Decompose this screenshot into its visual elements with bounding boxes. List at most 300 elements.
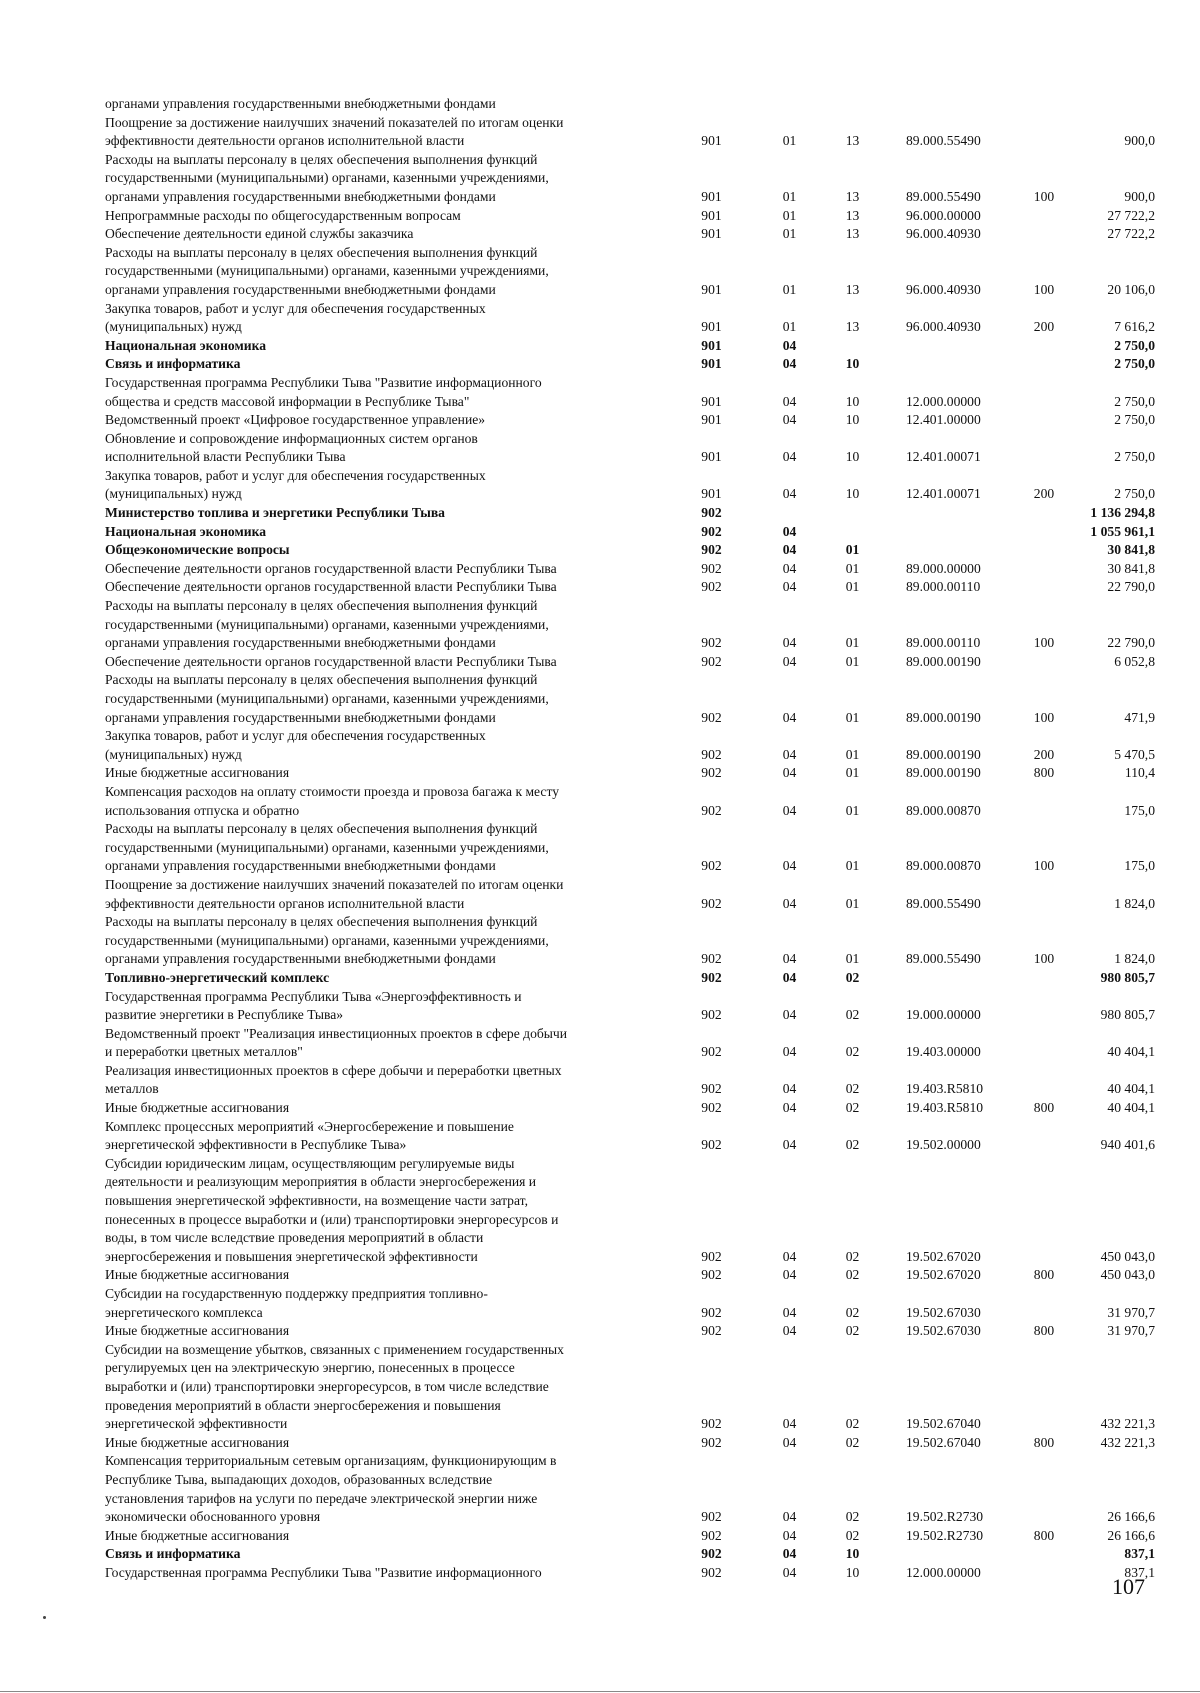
cell-amount: 471,9	[1124, 709, 1155, 725]
cell-ministry-code: 902	[701, 1527, 722, 1543]
cell-subsection: 13	[845, 226, 860, 242]
table-row	[105, 913, 1155, 969]
row-name-line: Иные бюджетные ассигнования	[105, 1527, 290, 1543]
row-name	[105, 1062, 665, 1099]
row-name-line: использования отпуска и обратно	[105, 802, 300, 818]
table-row	[105, 988, 1155, 1025]
cell-expense-type: 800	[1033, 765, 1055, 781]
cell-amount: 432 221,3	[1100, 1416, 1155, 1432]
table-row	[105, 764, 1155, 783]
cell-section: 04	[782, 393, 797, 409]
row-name-line: Расходы на выплаты персоналу в целях обеспечения выполнения функций	[105, 244, 538, 260]
row-name-line: Республике Тыва, выпадающих доходов, образованных вследствие	[105, 1471, 493, 1487]
row-name	[105, 467, 665, 504]
cell-ministry-code: 902	[701, 1100, 722, 1116]
cell-expense-type: 200	[1033, 486, 1055, 502]
table-row	[105, 1564, 1155, 1583]
cell-amount: 1 055 961,1	[1090, 523, 1155, 539]
row-name-line: Расходы на выплаты персоналу в целях обеспечения выполнения функций	[105, 151, 538, 167]
row-name-line: Компенсация расходов на оплату стоимости проезда и провоза багажа к месту	[105, 783, 560, 799]
table-row	[105, 1099, 1155, 1118]
cell-subsection: 13	[845, 133, 860, 149]
cell-ministry-code: 902	[701, 765, 722, 781]
cell-ministry-code: 901	[701, 486, 722, 502]
cell-subsection: 10	[845, 356, 860, 372]
row-name-line: развитие энергетики в Республике Тыва»	[105, 1007, 344, 1023]
cell-amount: 900,0	[1124, 188, 1155, 204]
cell-ministry-code: 902	[701, 1416, 722, 1432]
cell-subsection: 02	[845, 1323, 860, 1339]
cell-subsection: 02	[845, 969, 860, 985]
cell-subsection: 02	[845, 1267, 860, 1283]
cell-ministry-code: 902	[701, 1007, 722, 1023]
table-row	[105, 374, 1155, 411]
row-name-line: Обеспечение деятельности органов государственной власти Республики Тыва	[105, 579, 557, 595]
row-name-line: Иные бюджетные ассигнования	[105, 1323, 290, 1339]
cell-target-article: 12.000.00000	[906, 393, 981, 409]
cell-expense-type: 100	[1033, 281, 1055, 297]
cell-section: 04	[782, 412, 797, 428]
row-name-line: Расходы на выплаты персоналу в целях обеспечения выполнения функций	[105, 914, 538, 930]
cell-amount: 26 166,6	[1107, 1527, 1155, 1543]
cell-section: 04	[782, 746, 797, 762]
cell-amount: 1 824,0	[1114, 951, 1155, 967]
cell-target-article: 96.000.40930	[906, 226, 981, 242]
cell-target-article: 19.403.R5810	[906, 1100, 984, 1116]
cell-section: 04	[782, 1044, 797, 1060]
cell-amount: 6 052,8	[1114, 653, 1155, 669]
cell-subsection: 02	[845, 1304, 860, 1320]
cell-ministry-code: 902	[701, 579, 722, 595]
table-row	[105, 467, 1155, 504]
row-name	[105, 430, 665, 467]
cell-subsection: 02	[845, 1248, 860, 1264]
cell-amount: 175,0	[1124, 858, 1155, 874]
row-name	[105, 207, 665, 226]
cell-amount: 432 221,3	[1100, 1434, 1155, 1450]
cell-section: 04	[782, 858, 797, 874]
row-name-line: энергетической эффективности в Республике Тыва»	[105, 1137, 407, 1153]
row-name-line: понесенных в процессе выработки и (или) транспортировки энергоресурсов и	[105, 1211, 559, 1227]
table-row	[105, 1341, 1155, 1434]
cell-subsection: 02	[845, 1100, 860, 1116]
row-name-line: Обеспечение деятельности единой службы заказчика	[105, 226, 414, 242]
cell-amount: 2 750,0	[1114, 449, 1155, 465]
row-name-line: Иные бюджетные ассигнования	[105, 1267, 290, 1283]
table-row	[105, 207, 1155, 226]
cell-target-article: 96.000.40930	[906, 281, 981, 297]
row-name-line: Связь и информатика	[105, 1546, 241, 1562]
row-name-line: Закупка товаров, работ и услуг для обеспечения государственных	[105, 728, 486, 744]
cell-target-article: 12.401.00071	[906, 486, 981, 502]
cell-subsection: 13	[845, 188, 860, 204]
cell-section: 04	[782, 523, 797, 539]
cell-amount: 2 750,0	[1114, 356, 1155, 372]
cell-section: 04	[782, 1081, 797, 1097]
cell-amount: 27 722,2	[1107, 226, 1155, 242]
cell-target-article: 19.502.R2730	[906, 1509, 984, 1525]
cell-target-article: 89.000.55490	[906, 188, 981, 204]
cell-expense-type: 200	[1033, 746, 1055, 762]
row-name	[105, 1527, 665, 1546]
row-name	[105, 913, 665, 969]
cell-expense-type: 800	[1033, 1527, 1055, 1543]
cell-target-article: 89.000.55490	[906, 133, 981, 149]
row-name-line: Министерство топлива и энергетики Республики Тыва	[105, 505, 445, 521]
cell-target-article: 89.000.00190	[906, 653, 981, 669]
cell-expense-type: 800	[1033, 1323, 1055, 1339]
cell-section: 04	[782, 560, 797, 576]
cell-amount: 837,1	[1124, 1546, 1155, 1562]
row-name-line: (муниципальных) нужд	[105, 486, 242, 502]
row-name-line: эффективности деятельности органов исполнительной власти	[105, 895, 465, 911]
row-name-line: Компенсация территориальным сетевым организациям, функционирующим в	[105, 1453, 557, 1469]
cell-target-article: 89.000.00110	[906, 579, 981, 595]
cell-section: 01	[782, 226, 797, 242]
row-name-line: Национальная экономика	[105, 337, 266, 353]
table-row	[105, 1322, 1155, 1341]
row-name	[105, 560, 665, 579]
table-row	[105, 1285, 1155, 1322]
cell-subsection: 10	[845, 449, 860, 465]
budget-table	[105, 95, 1155, 1583]
cell-section: 04	[782, 1100, 797, 1116]
cell-section: 04	[782, 951, 797, 967]
cell-target-article: 12.401.00000	[906, 412, 981, 428]
row-name-line: воды, в том числе вследствие проведения мероприятий в области	[105, 1230, 484, 1246]
row-name-line: Иные бюджетные ассигнования	[105, 765, 290, 781]
row-name-line: Общеэкономические вопросы	[105, 542, 290, 558]
cell-ministry-code: 901	[701, 449, 722, 465]
row-name-line: государственными (муниципальными) органами, казенными учреждениями,	[105, 170, 549, 186]
row-name	[105, 541, 665, 560]
row-name	[105, 820, 665, 876]
table-row	[105, 560, 1155, 579]
cell-subsection: 02	[845, 1509, 860, 1525]
cell-target-article: 12.401.00071	[906, 449, 981, 465]
cell-expense-type: 100	[1033, 635, 1055, 651]
cell-ministry-code: 901	[701, 356, 722, 372]
cell-amount: 22 790,0	[1107, 635, 1155, 651]
table-row	[105, 355, 1155, 374]
row-name-line: Расходы на выплаты персоналу в целях обеспечения выполнения функций	[105, 821, 538, 837]
row-name-line: Обеспечение деятельности органов государственной власти Республики Тыва	[105, 560, 557, 576]
row-name	[105, 764, 665, 783]
row-name-line: Непрограммные расходы по общегосударственным вопросам	[105, 207, 461, 223]
cell-target-article: 89.000.55490	[906, 951, 981, 967]
table-row	[105, 969, 1155, 988]
table-row	[105, 1062, 1155, 1099]
row-name-line: органами управления государственными внебюджетными фондами	[105, 188, 496, 204]
table-row	[105, 1155, 1155, 1267]
row-name	[105, 95, 665, 114]
cell-ministry-code: 902	[701, 635, 722, 651]
row-name-line: металлов	[105, 1081, 159, 1097]
row-name-line: установления тарифов на услуги по передаче электрической энергии ниже	[105, 1490, 538, 1506]
cell-expense-type: 800	[1033, 1267, 1055, 1283]
cell-amount: 900,0	[1124, 133, 1155, 149]
row-name-line: выработки и (или) транспортировки энергоресурсов, в том числе вследствие	[105, 1378, 549, 1394]
cell-target-article: 89.000.00110	[906, 635, 981, 651]
cell-ministry-code: 902	[701, 542, 722, 558]
table-row	[105, 653, 1155, 672]
cell-target-article: 89.000.00870	[906, 858, 981, 874]
cell-section: 04	[782, 709, 797, 725]
cell-subsection: 01	[845, 895, 860, 911]
row-name	[105, 671, 665, 727]
row-name	[105, 988, 665, 1025]
cell-section: 04	[782, 1323, 797, 1339]
cell-section: 01	[782, 133, 797, 149]
row-name	[105, 876, 665, 913]
cell-target-article: 96.000.40930	[906, 319, 981, 335]
row-name-line: Государственная программа Республики Тыва «Энергоэффективность и	[105, 988, 522, 1004]
table-row	[105, 820, 1155, 876]
row-name	[105, 1118, 665, 1155]
row-name-line: Ведомственный проект «Цифровое государственное управление»	[105, 412, 486, 428]
cell-subsection: 01	[845, 542, 860, 558]
row-name	[105, 337, 665, 356]
cell-amount: 940 401,6	[1100, 1137, 1155, 1153]
cell-expense-type: 100	[1033, 709, 1055, 725]
cell-amount: 5 470,5	[1114, 746, 1155, 762]
row-name-line: Иные бюджетные ассигнования	[105, 1100, 290, 1116]
cell-ministry-code: 902	[701, 523, 722, 539]
cell-section: 04	[782, 802, 797, 818]
cell-section: 04	[782, 542, 797, 558]
cell-subsection: 10	[845, 412, 860, 428]
cell-target-article: 19.502.R2730	[906, 1527, 984, 1543]
table-row	[105, 783, 1155, 820]
cell-amount: 2 750,0	[1114, 412, 1155, 428]
cell-amount: 22 790,0	[1107, 579, 1155, 595]
table-row	[105, 671, 1155, 727]
row-name	[105, 783, 665, 820]
cell-section: 04	[782, 1564, 797, 1580]
cell-section: 04	[782, 1248, 797, 1264]
cell-target-article: 89.000.00190	[906, 746, 981, 762]
cell-target-article: 19.502.00000	[906, 1137, 981, 1153]
row-name	[105, 1434, 665, 1453]
row-name-line: (муниципальных) нужд	[105, 746, 242, 762]
cell-expense-type: 200	[1033, 319, 1055, 335]
cell-section: 04	[782, 579, 797, 595]
cell-subsection: 02	[845, 1416, 860, 1432]
row-name	[105, 374, 665, 411]
row-name-line: органами управления государственными внебюджетными фондами	[105, 709, 496, 725]
row-name-line: государственными (муниципальными) органами, казенными учреждениями,	[105, 839, 549, 855]
row-name-line: повышения энергетической эффективности, на возмещение части затрат,	[105, 1193, 528, 1209]
row-name-line: государственными (муниципальными) органами, казенными учреждениями,	[105, 616, 549, 632]
cell-section: 04	[782, 1434, 797, 1450]
cell-amount: 31 970,7	[1107, 1323, 1155, 1339]
row-name-line: Обновление и сопровождение информационных систем органов	[105, 430, 478, 446]
cell-expense-type: 800	[1033, 1434, 1055, 1450]
row-name	[105, 523, 665, 542]
cell-ministry-code: 902	[701, 1304, 722, 1320]
table-row	[105, 225, 1155, 244]
cell-ministry-code: 902	[701, 951, 722, 967]
row-name-line: Ведомственный проект "Реализация инвестиционных проектов в сфере добычи	[105, 1025, 568, 1041]
cell-section: 01	[782, 281, 797, 297]
cell-amount: 40 404,1	[1107, 1100, 1155, 1116]
cell-subsection: 02	[845, 1434, 860, 1450]
cell-amount: 110,4	[1124, 765, 1155, 781]
row-name	[105, 1285, 665, 1322]
cell-subsection: 01	[845, 858, 860, 874]
cell-subsection: 10	[845, 1564, 860, 1580]
cell-ministry-code: 902	[701, 505, 722, 521]
row-name-line: Государственная программа Республики Тыва "Развитие информационного	[105, 1564, 542, 1580]
page-bottom-edge	[0, 1691, 1200, 1692]
table-row	[105, 504, 1155, 523]
cell-subsection: 13	[845, 207, 860, 223]
cell-target-article: 19.502.67040	[906, 1416, 981, 1432]
table-row	[105, 95, 1155, 114]
table-row	[105, 411, 1155, 430]
scan-speck	[43, 1616, 46, 1619]
cell-subsection: 10	[845, 393, 860, 409]
row-name-line: государственными (муниципальными) органами, казенными учреждениями,	[105, 263, 549, 279]
cell-section: 01	[782, 188, 797, 204]
cell-subsection: 10	[845, 1546, 860, 1562]
cell-ministry-code: 902	[701, 895, 722, 911]
cell-subsection: 13	[845, 281, 860, 297]
page-number: 107	[1112, 1574, 1145, 1599]
cell-section: 04	[782, 1267, 797, 1283]
row-name-line: и переработки цветных металлов"	[105, 1044, 303, 1060]
table-row	[105, 1545, 1155, 1564]
cell-amount: 450 043,0	[1100, 1267, 1155, 1283]
cell-amount: 20 106,0	[1107, 281, 1155, 297]
row-name-line: общества и средств массовой информации в Республике Тыва"	[105, 393, 470, 409]
cell-section: 04	[782, 653, 797, 669]
row-name-line: (муниципальных) нужд	[105, 319, 242, 335]
cell-ministry-code: 901	[701, 337, 722, 353]
cell-ministry-code: 902	[701, 802, 722, 818]
cell-ministry-code: 902	[701, 560, 722, 576]
cell-section: 04	[782, 1509, 797, 1525]
cell-ministry-code: 901	[701, 226, 722, 242]
cell-subsection: 01	[845, 709, 860, 725]
cell-section: 04	[782, 895, 797, 911]
table-row	[105, 244, 1155, 300]
cell-subsection: 02	[845, 1137, 860, 1153]
row-name	[105, 1564, 665, 1583]
cell-amount: 450 043,0	[1100, 1248, 1155, 1264]
cell-subsection: 13	[845, 319, 860, 335]
cell-expense-type: 800	[1033, 1100, 1055, 1116]
row-name-line: органами управления государственными внебюджетными фондами	[105, 858, 496, 874]
row-name-line: Расходы на выплаты персоналу в целях обеспечения выполнения функций	[105, 598, 538, 614]
table-row	[105, 727, 1155, 764]
cell-target-article: 89.000.00870	[906, 802, 981, 818]
table-row	[105, 1434, 1155, 1453]
table-row	[105, 1452, 1155, 1526]
cell-ministry-code: 902	[701, 1044, 722, 1060]
cell-ministry-code: 902	[701, 653, 722, 669]
row-name-line: органами управления государственными внебюджетными фондами	[105, 96, 496, 111]
cell-target-article: 19.502.67040	[906, 1434, 981, 1450]
cell-amount: 30 841,8	[1107, 560, 1155, 576]
row-name-line: органами управления государственными внебюджетными фондами	[105, 635, 496, 651]
cell-ministry-code: 902	[701, 1081, 722, 1097]
row-name-line: Топливно-энергетический комплекс	[105, 969, 330, 985]
row-name	[105, 1322, 665, 1341]
cell-target-article: 19.502.67020	[906, 1248, 981, 1264]
cell-section: 04	[782, 486, 797, 502]
row-name	[105, 653, 665, 672]
cell-target-article: 96.000.00000	[906, 207, 981, 223]
row-name-line: органами управления государственными внебюджетными фондами	[105, 951, 496, 967]
cell-amount: 1 824,0	[1114, 895, 1155, 911]
cell-ministry-code: 901	[701, 188, 722, 204]
row-name-line: Поощрение за достижение наилучших значений показателей по итогам оценки	[105, 114, 564, 130]
row-name	[105, 969, 665, 988]
cell-target-article: 19.000.00000	[906, 1007, 981, 1023]
row-name	[105, 300, 665, 337]
cell-ministry-code: 901	[701, 133, 722, 149]
cell-section: 04	[782, 1007, 797, 1023]
cell-section: 04	[782, 1527, 797, 1543]
cell-amount: 2 750,0	[1114, 486, 1155, 502]
cell-section: 04	[782, 337, 797, 353]
row-name	[105, 355, 665, 374]
cell-amount: 980 805,7	[1100, 1007, 1155, 1023]
row-name-line: государственными (муниципальными) органами, казенными учреждениями,	[105, 932, 549, 948]
table-row	[105, 151, 1155, 207]
cell-amount: 175,0	[1124, 802, 1155, 818]
row-name-line: Иные бюджетные ассигнования	[105, 1434, 290, 1450]
table-row	[105, 1266, 1155, 1285]
row-name	[105, 1099, 665, 1118]
cell-amount: 2 750,0	[1114, 393, 1155, 409]
row-name-line: исполнительной власти Республики Тыва	[105, 449, 346, 465]
row-name-line: деятельности и реализующим мероприятия в области энергосбережения и	[105, 1174, 537, 1190]
cell-ministry-code: 901	[701, 412, 722, 428]
table-row	[105, 578, 1155, 597]
cell-ministry-code: 901	[701, 319, 722, 335]
row-name-line: Закупка товаров, работ и услуг для обеспечения государственных	[105, 467, 486, 483]
cell-section: 04	[782, 1304, 797, 1320]
row-name-line: Связь и информатика	[105, 356, 241, 372]
cell-section: 04	[782, 1416, 797, 1432]
row-name-line: Обеспечение деятельности органов государственной власти Республики Тыва	[105, 653, 557, 669]
cell-ministry-code: 902	[701, 858, 722, 874]
row-name-line: Реализация инвестиционных проектов в сфере добычи и переработки цветных	[105, 1062, 562, 1078]
row-name-line: регулируемых цен на электрическую энергию, понесенных в процессе	[105, 1360, 515, 1376]
cell-target-article: 19.403.R5810	[906, 1081, 984, 1097]
cell-subsection: 10	[845, 486, 860, 502]
cell-target-article: 19.502.67030	[906, 1323, 981, 1339]
row-name	[105, 727, 665, 764]
row-name	[105, 504, 665, 523]
cell-section: 01	[782, 319, 797, 335]
table-row	[105, 597, 1155, 653]
table-row	[105, 1118, 1155, 1155]
table-row	[105, 300, 1155, 337]
cell-subsection: 01	[845, 765, 860, 781]
cell-ministry-code: 901	[701, 393, 722, 409]
cell-target-article: 89.000.00000	[906, 560, 981, 576]
row-name-line: экономически обоснованного уровня	[105, 1509, 321, 1525]
cell-amount: 26 166,6	[1107, 1509, 1155, 1525]
cell-target-article: 19.502.67030	[906, 1304, 981, 1320]
cell-section: 04	[782, 449, 797, 465]
row-name	[105, 1341, 665, 1434]
row-name	[105, 114, 665, 151]
cell-ministry-code: 902	[701, 1509, 722, 1525]
